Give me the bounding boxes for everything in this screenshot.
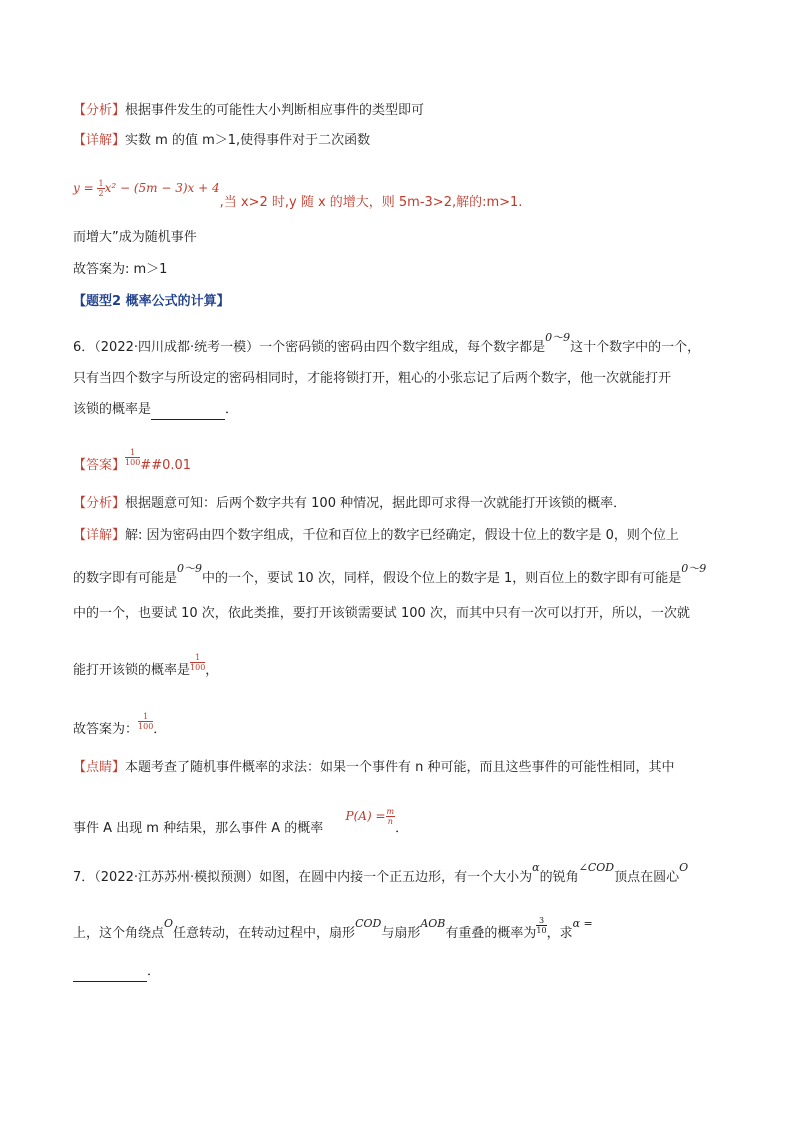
alpha-symbol: α (532, 861, 540, 874)
range-label: 0～9 (177, 562, 203, 575)
analysis-line (73, 101, 424, 121)
detail-label: 【详解】 (73, 133, 126, 148)
fraction-numerator: 3 (536, 916, 546, 926)
answer-blank (151, 405, 225, 420)
q7-text: 有重叠的概率为 (445, 926, 537, 941)
sector-aob: AOB (420, 917, 446, 930)
q6-final-answer (73, 712, 167, 740)
q7-line-2 (73, 916, 593, 944)
point-text: 本题考查了随机事件概率的求法：如果一个事件有 n 种可能，而且这些事件的可能性相同，其中 (125, 760, 675, 775)
q6-text: 这十个数字中的一个， (570, 340, 701, 355)
detail-text: 中的一个，要试 10 次，同样，假设个位上的数字是 1，则百位上的数字即有可能是 (202, 571, 682, 586)
detail-label: 【详解】 (73, 528, 126, 543)
section-title: 【题型2 概率公式的计算】 (73, 294, 230, 309)
q7-source: （2022·江苏苏州·模拟预测） (94, 870, 260, 885)
q6-answer-line (73, 448, 192, 476)
point-end: ． (395, 821, 409, 836)
angle-cod: ∠COD (578, 861, 615, 874)
analysis-text: 根据题意可知：后两个数字共有 100 种情况，据此即可求得一次就能打开该锁的概率． (125, 496, 627, 511)
detail-text: 的数字即有可能是 (73, 571, 178, 586)
fraction-numerator: 1 (138, 712, 153, 722)
answer-end: ． (153, 722, 167, 737)
fraction-denominator: 100 (125, 458, 141, 467)
answer-prefix: 故答案为： (73, 722, 139, 737)
q6-text: 一个密码锁的密码由四个数字组成，每个数字都是 (259, 340, 546, 355)
point-o: O (679, 861, 689, 874)
answer-label: 【答案】 (73, 458, 126, 473)
sector-cod: COD (355, 917, 382, 930)
answer-line: 故答案为: m＞1 (73, 262, 168, 277)
probability-fraction (190, 653, 205, 672)
q7-text: 与扇形 (381, 926, 421, 941)
answer-alt: ##0.01 (140, 458, 192, 473)
answer-fraction (138, 712, 153, 731)
q6-line-2: 只有当四个数字与所设定的密码相同时，才能将锁打开，粗心的小张忘记了后两个数字，他一次就能打开 (73, 371, 672, 386)
formula-line (73, 178, 523, 210)
detail-line (73, 131, 370, 151)
analysis-label: 【分析】 (73, 496, 126, 511)
q6-analysis-line (73, 494, 626, 514)
increase-line: 而增大”成为随机事件 (73, 230, 197, 245)
answer-fraction (125, 448, 140, 467)
probability-fraction (536, 916, 546, 935)
q7-end: ． (147, 964, 161, 979)
fraction-denominator: 100 (190, 663, 206, 672)
q6-number: 6． (73, 340, 95, 355)
q6-detail-line-4 (73, 653, 219, 681)
fraction-numerator: 1 (125, 448, 140, 458)
q6-detail-line-3: 中的一个，也要试 10 次，依此类推，要打开该锁需要试 100 次，而其中只有一次可以打开，所以，一次就 (73, 606, 690, 621)
fraction-numerator: 1 (190, 653, 205, 663)
q7-text: 顶点在圆心 (614, 870, 680, 885)
q6-line-3 (73, 400, 238, 420)
analysis-label: 【分析】 (73, 103, 126, 118)
q6-source: （2022·四川成都·统考一模） (94, 340, 260, 355)
q7-number: 7． (73, 870, 95, 885)
range-label: 0～9 (681, 562, 707, 575)
fraction-numerator: m (386, 807, 395, 816)
q7-line-3 (73, 962, 160, 982)
q7-text: 上，这个角绕点 (73, 926, 165, 941)
answer-blank (73, 967, 147, 982)
q7-text: ，求 (546, 926, 573, 941)
q7-text: 任意转动，在转动过程中，扇形 (173, 926, 356, 941)
detail-text: 能打开该锁的概率是 (73, 663, 191, 678)
point-label: 【点睛】 (73, 760, 126, 775)
probability-formula: P(A) = (345, 809, 386, 823)
detail-text: ， (205, 663, 219, 678)
m-over-n (386, 807, 396, 826)
q6-text: 该锁的概率是 (73, 402, 152, 417)
q6-text: ． (225, 402, 239, 417)
q7-line-1 (73, 861, 689, 888)
analysis-text: 根据事件发生的可能性大小判断相应事件的类型即可 (125, 103, 425, 118)
q6-detail-line-1 (73, 526, 679, 546)
q6-point-line-2 (73, 807, 409, 839)
formula-tail: ,当 x>2 时,y 随 x 的增大，则 5m-3>2,解的:m>1. (219, 195, 523, 210)
point-text: 事件 A 出现 m 种结果，那么事件 A 的概率 (73, 821, 324, 836)
point-o: O (164, 917, 174, 930)
fraction-denominator: 10 (536, 926, 547, 935)
q7-text: 如图，在圆中内接一个正五边形，有一个大小为 (259, 870, 533, 885)
q6-point-line-1 (73, 758, 675, 778)
detail-text: 解: 因为密码由四个数字组成，千位和百位上的数字已经确定，假设十位上的数字是 0，则个位上 (125, 528, 679, 543)
alpha-equals: α = (572, 917, 593, 930)
fraction-denominator: n (387, 817, 393, 826)
quadratic-formula: y = $\frac{1}{2}$ x² − (5m − 3)x + 4 (73, 179, 220, 198)
detail-text: 实数 m 的值 m＞1,使得事件对于二次函数 (125, 133, 371, 148)
q6-range: 0～9 (545, 331, 571, 344)
fraction-denominator: 100 (138, 722, 154, 731)
q7-text: 的锐角 (539, 870, 579, 885)
